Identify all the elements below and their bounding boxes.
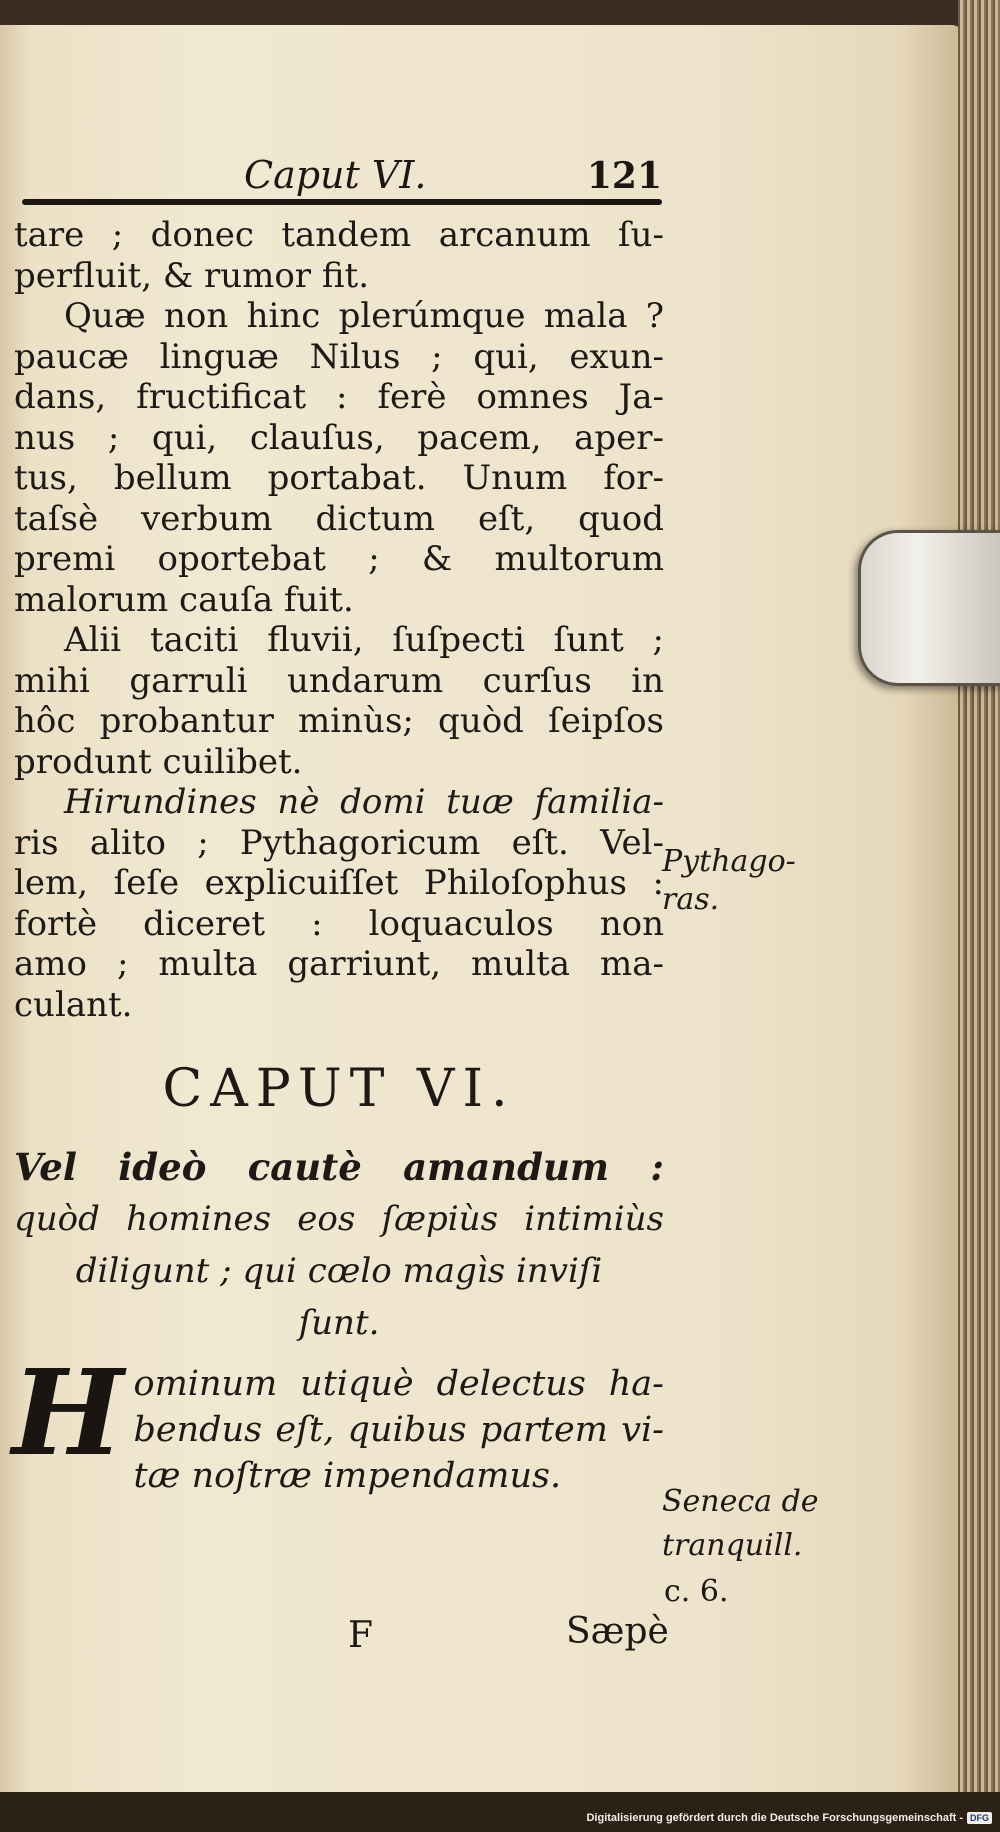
margin-note-seneca: tranquill. [662, 1528, 803, 1563]
text-line: lem, ſeſe explicuiſſet Philoſophus : [14, 863, 664, 903]
text-line: Quæ non hinc plerúmque mala ? [64, 296, 664, 336]
header-rule [22, 199, 662, 205]
text-line: paucæ linguæ Nilus ; qui, exun- [14, 336, 664, 377]
text-line: culant. [14, 984, 133, 1025]
chapter-title-line: Vel ideò cautè amandum : [14, 1145, 664, 1189]
dfg-logo-icon: DFG [967, 1812, 992, 1824]
final-line: ominum utiquè delectus ha- [133, 1364, 664, 1404]
text-line: perfluit, & rumor fit. [14, 255, 370, 296]
text-line: ris alito ; Pythagoricum eſt. Vel- [14, 822, 664, 863]
running-title: Caput VI. [244, 153, 427, 197]
chapter-heading: CAPUT VI. [162, 1059, 516, 1119]
margin-note-seneca: Seneca de [662, 1484, 819, 1519]
page-paper [0, 25, 962, 1795]
text-line: hôc probantur minùs; quòd ſeipſos [14, 701, 664, 741]
page-edges [958, 0, 1000, 1832]
chapter-title [14, 1141, 664, 1349]
text-line: nus ; qui, clauſus, pacem, aper- [14, 417, 664, 458]
page-clip-tab [858, 530, 1000, 686]
text-line: fortè diceret : loquaculos non [14, 903, 664, 944]
margin-note-seneca: c. 6. [664, 1574, 729, 1609]
text-line: mihi garruli undarum curſus in [14, 660, 664, 701]
text-line: taſsè verbum dictum eſt, quod [14, 498, 664, 539]
page-number: 121 [586, 155, 662, 197]
chapter-title-line: ſunt. [298, 1303, 380, 1343]
text-line: Alii taciti fluvii, ſuſpecti ſunt ; [64, 620, 664, 660]
text-line: Hirundines nè domi tuæ familia- [64, 782, 664, 822]
chapter-title-line: quòd homines eos ſæpiùs intimiùs [14, 1199, 664, 1239]
text-line: premi oportebat ; & multorum [14, 539, 664, 579]
chapter-title-line: diligunt ; qui cœlo magìs inviſi [75, 1251, 603, 1291]
credit-text: Digitalisierung gefördert durch die Deutsche Forschungsgemeinschaft - [586, 1812, 963, 1824]
drop-capital: H [12, 1343, 124, 1482]
text-line: dans, fructificat : ferè omnes Ja- [14, 377, 664, 417]
text-line: produnt cuilibet. [14, 741, 303, 782]
body-lines [14, 215, 664, 1025]
text-line: malorum cauſa fuit. [14, 579, 354, 620]
signature-mark: F [348, 1615, 373, 1656]
catchword: Sæpè [566, 1611, 669, 1652]
text-line: amo ; multa garriunt, multa ma- [14, 944, 664, 984]
digitization-credit [586, 1812, 992, 1824]
text-line: tare ; donec tandem arcanum ſu- [14, 215, 664, 255]
final-line: bendus eſt, quibus partem vi- [133, 1410, 664, 1450]
page-header [22, 153, 662, 213]
text-line: tus, bellum portabat. Unum for- [14, 458, 664, 498]
margin-note-pythagoras: Pythago- [662, 844, 796, 879]
final-paragraph [12, 1343, 664, 1499]
final-line: tæ noſtræ impendamus. [133, 1456, 562, 1496]
margin-note-pythagoras: ras. [662, 882, 720, 917]
text-block [14, 215, 664, 1499]
